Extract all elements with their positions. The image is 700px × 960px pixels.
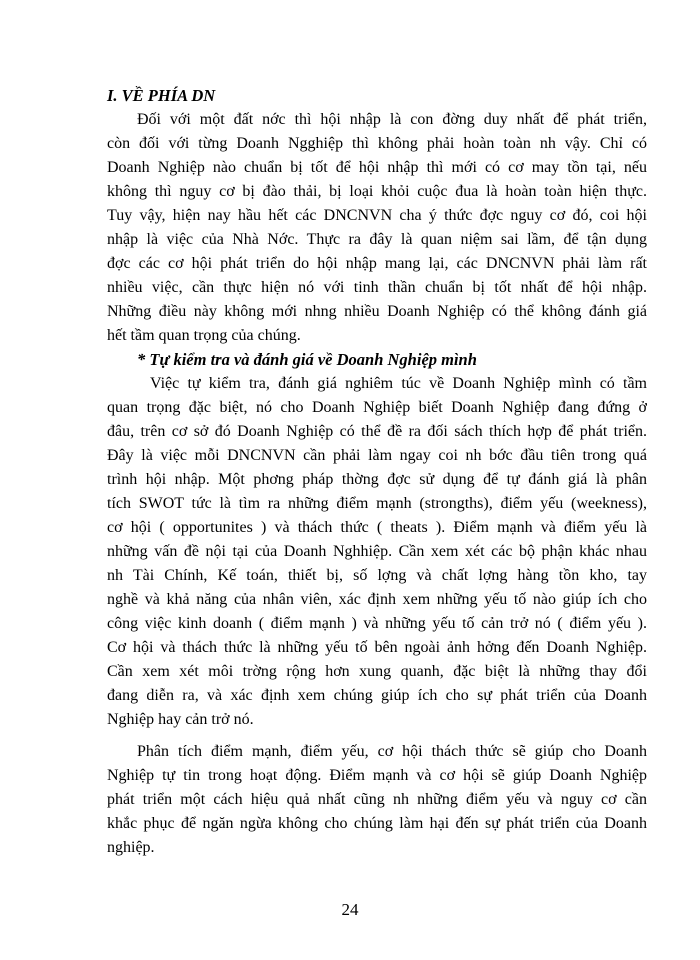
paragraph-line: trình hội nhập. Một phơng pháp thờng đợc sử dụng để tự đánh giá là phân [107, 471, 647, 488]
paragraph-3 [107, 740, 647, 860]
page-number: 24 [341, 900, 359, 919]
paragraph-line: Tuy vậy, hiện nay hầu hết các DNCNVN cha ý thức đợc nguy cơ đó, coi hội [107, 207, 647, 224]
paragraph-line: Đối với một đất nớc thì hội nhập là con đờng duy nhất để phát triển, [137, 111, 647, 128]
paragraph-line: nh Tài Chính, Kế toán, thiết bị, số lợng và chất lợng hàng tồn kho, tay [107, 567, 647, 584]
paragraph-line: Đây là việc mỗi DNCNVN cần phải làm ngay coi nh bớc đầu tiên trong quá [107, 447, 647, 464]
paragraph-line: không thì nguy cơ bị đào thải, bị loại khỏi cuộc đua là hoàn toàn hiện thực. [107, 183, 647, 200]
document-page [107, 84, 647, 860]
paragraph-line: cơ hội ( opportunites ) và thách thức ( theats ). Điểm mạnh và điểm yếu là [107, 519, 647, 536]
paragraph-line: Doanh Nghiệp nào chuẩn bị tốt để hội nhập thì mới có cơ may tồn tại, nếu [107, 159, 647, 176]
paragraph-line: Cần xem xét môi trờng rộng hơn xung quanh, đặc biệt là những thay đổi [107, 663, 647, 680]
paragraph-line: đang diễn ra, và xác định xem chúng giúp ích cho sự phát triển của Doanh [107, 687, 647, 704]
paragraph-line: nhập là việc của Nhà Nớc. Thực ra đây là quan niệm sai lầm, để tận dụng [107, 231, 647, 248]
subheading: * Tự kiểm tra và đánh giá về Doanh Nghiệp mình [137, 350, 477, 369]
paragraph-line: nghề và khả năng của nhân viên, xác định xem những yếu tố nào giúp ích cho [107, 591, 647, 608]
paragraph-line: công việc kinh doanh ( điểm mạnh ) và những yếu tố cản trở nó ( điểm yếu ). [107, 615, 647, 632]
paragraph-line: đợc các cơ hội phát triển do hội nhập mang lại, các DNCNVN phải làm rất [107, 255, 647, 272]
paragraph-line: còn đối với từng Doanh Ngghiệp thì không phải hoàn toàn nh vậy. Chỉ có [107, 135, 647, 152]
paragraph-line: quan trọng đặc biệt, nó cho Doanh Nghiệp biết Doanh Nghiệp đang đứng ở [107, 399, 647, 416]
paragraph-line: Nghiệp hay cản trở nó. [107, 711, 254, 728]
paragraph-line: những vấn đề nội tại của Doanh Nghhiệp. Cần xem xét các bộ phận khác nhau [107, 543, 647, 560]
paragraph-line: phát triển một cách hiệu quả nhất cũng nh những điểm yếu và nguy cơ cần [107, 791, 647, 808]
paragraph-line: hết tầm quan trọng của chúng. [107, 327, 301, 344]
paragraph-line: Những điều này không mới nhng nhiều Doanh Nghiệp có thể không đánh giá [107, 303, 647, 320]
paragraph-line: nghiệp. [107, 839, 155, 856]
paragraph-line: Cơ hội và thách thức là những yếu tố bên ngoài ảnh hởng đến Doanh Nghiệp. [107, 639, 647, 656]
paragraph-gap [107, 732, 647, 740]
paragraph-line: đâu, trên cơ sở đó Doanh Nghiệp có thể đề ra đối sách thích hợp để phát triển. [107, 423, 647, 440]
paragraph-line: khắc phục để ngăn ngừa không cho chúng làm hại đến sự phát triển của Doanh [107, 815, 647, 832]
paragraph-line: Việc tự kiểm tra, đánh giá nghiêm túc về Doanh Nghiệp mình có tầm [150, 375, 647, 392]
paragraph-line: Nghiệp tự tin trong hoạt động. Điểm mạnh và cơ hội sẽ giúp Doanh Nghiệp [107, 767, 647, 784]
paragraph-line: tích SWOT tức là tìm ra những điểm mạnh (strongths), điểm yếu (weekness), [107, 495, 647, 512]
paragraph-line: nhiều việc, cần thực hiện nó với tinh thần chuẩn bị tốt nhất để hội nhập. [107, 279, 647, 296]
paragraph-1 [107, 108, 647, 348]
paragraph-2 [107, 372, 647, 732]
section-heading: I. VỀ PHÍA DN [107, 86, 216, 105]
paragraph-line: Phân tích điểm mạnh, điểm yếu, cơ hội thách thức sẽ giúp cho Doanh [137, 743, 647, 760]
